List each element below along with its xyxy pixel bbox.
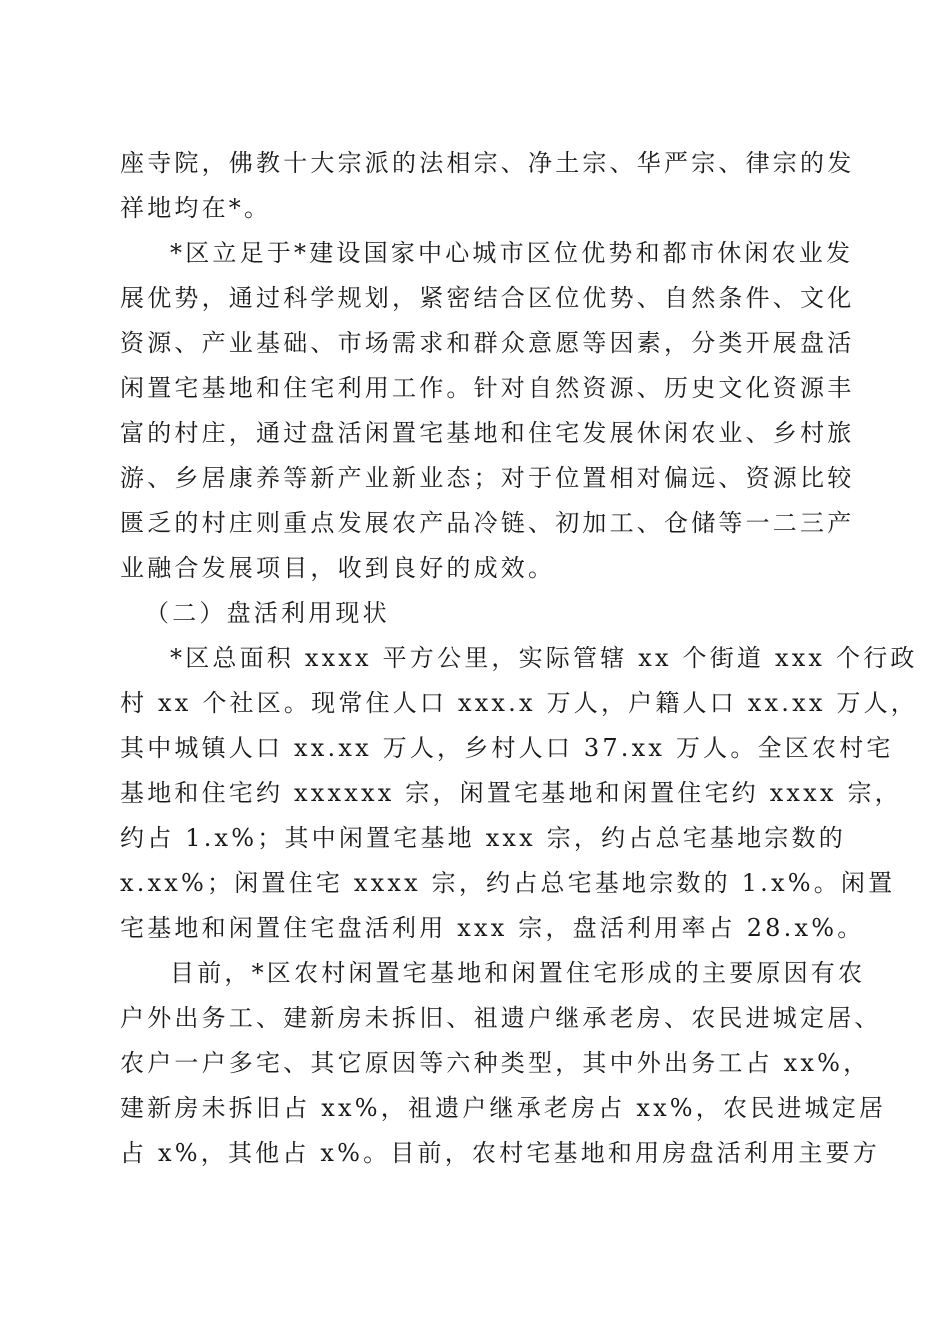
- text-line: 村 xx 个社区。现常住人口 xxx.x 万人，户籍人口 xx.xx 万人，: [120, 689, 918, 717]
- paragraph-start-line: *区立足于*建设国家中心城市区位优势和都市休闲农业发: [170, 239, 854, 267]
- text-line: 座寺院，佛教十大宗派的法相宗、净土宗、华严宗、律宗的发: [120, 149, 855, 177]
- text-line: 业融合发展项目，收到良好的成效。: [120, 554, 556, 582]
- text-line: 资源、产业基础、市场需求和群众意愿等因素，分类开展盘活: [120, 329, 855, 357]
- text-line: 建新房未拆旧占 xx%，祖遗户继承老房占 xx%，农民进城定居: [120, 1094, 887, 1122]
- text-line: 农户一户多宅、其它原因等六种类型，其中外出务工占 xx%，: [120, 1049, 871, 1077]
- text-line: 占 x%，其他占 x%。目前，农村宅基地和用房盘活利用主要方: [120, 1139, 880, 1167]
- paragraph-start-line: *区总面积 xxxx 平方公里，实际管辖 xx 个街道 xxx 个行政: [170, 644, 918, 672]
- text-line: 闲置宅基地和住宅利用工作。针对自然资源、历史文化资源丰: [120, 374, 855, 402]
- text-line: x.xx%；闲置住宅 xxxx 宗，约占总宅基地宗数的 1.x%。闲置: [120, 869, 896, 897]
- text-line: 富的村庄，通过盘活闲置宅基地和住宅发展休闲农业、乡村旅: [120, 419, 855, 447]
- text-line: 宅基地和闲置住宅盘活利用 xxx 宗，盘活利用率占 28.x%。: [120, 914, 865, 942]
- text-line: 游、乡居康养等新产业新业态；对于位置相对偏远、资源比较: [120, 464, 855, 492]
- text-line: 匮乏的村庄则重点发展农产品冷链、初加工、仓储等一二三产: [120, 509, 855, 537]
- section-heading: （二）盘活利用现状: [145, 599, 390, 627]
- text-line: 祥地均在*。: [120, 194, 272, 222]
- text-line: 其中城镇人口 xx.xx 万人，乡村人口 37.xx 万人。全区农村宅: [120, 734, 894, 762]
- paragraph-start-line: 目前，*区农村闲置宅基地和闲置住宅形成的主要原因有农: [170, 959, 866, 987]
- text-line: 约占 1.x%；其中闲置宅基地 xxx 宗，约占总宅基地宗数的: [120, 824, 846, 852]
- text-line: 基地和住宅约 xxxxxx 宗，闲置宅基地和闲置住宅约 xxxx 宗，: [120, 779, 902, 807]
- text-line: 展优势，通过科学规划，紧密结合区位优势、自然条件、文化: [120, 284, 855, 312]
- text-line: 户外出务工、建新房未拆旧、祖遗户继承老房、农民进城定居、: [120, 1004, 882, 1032]
